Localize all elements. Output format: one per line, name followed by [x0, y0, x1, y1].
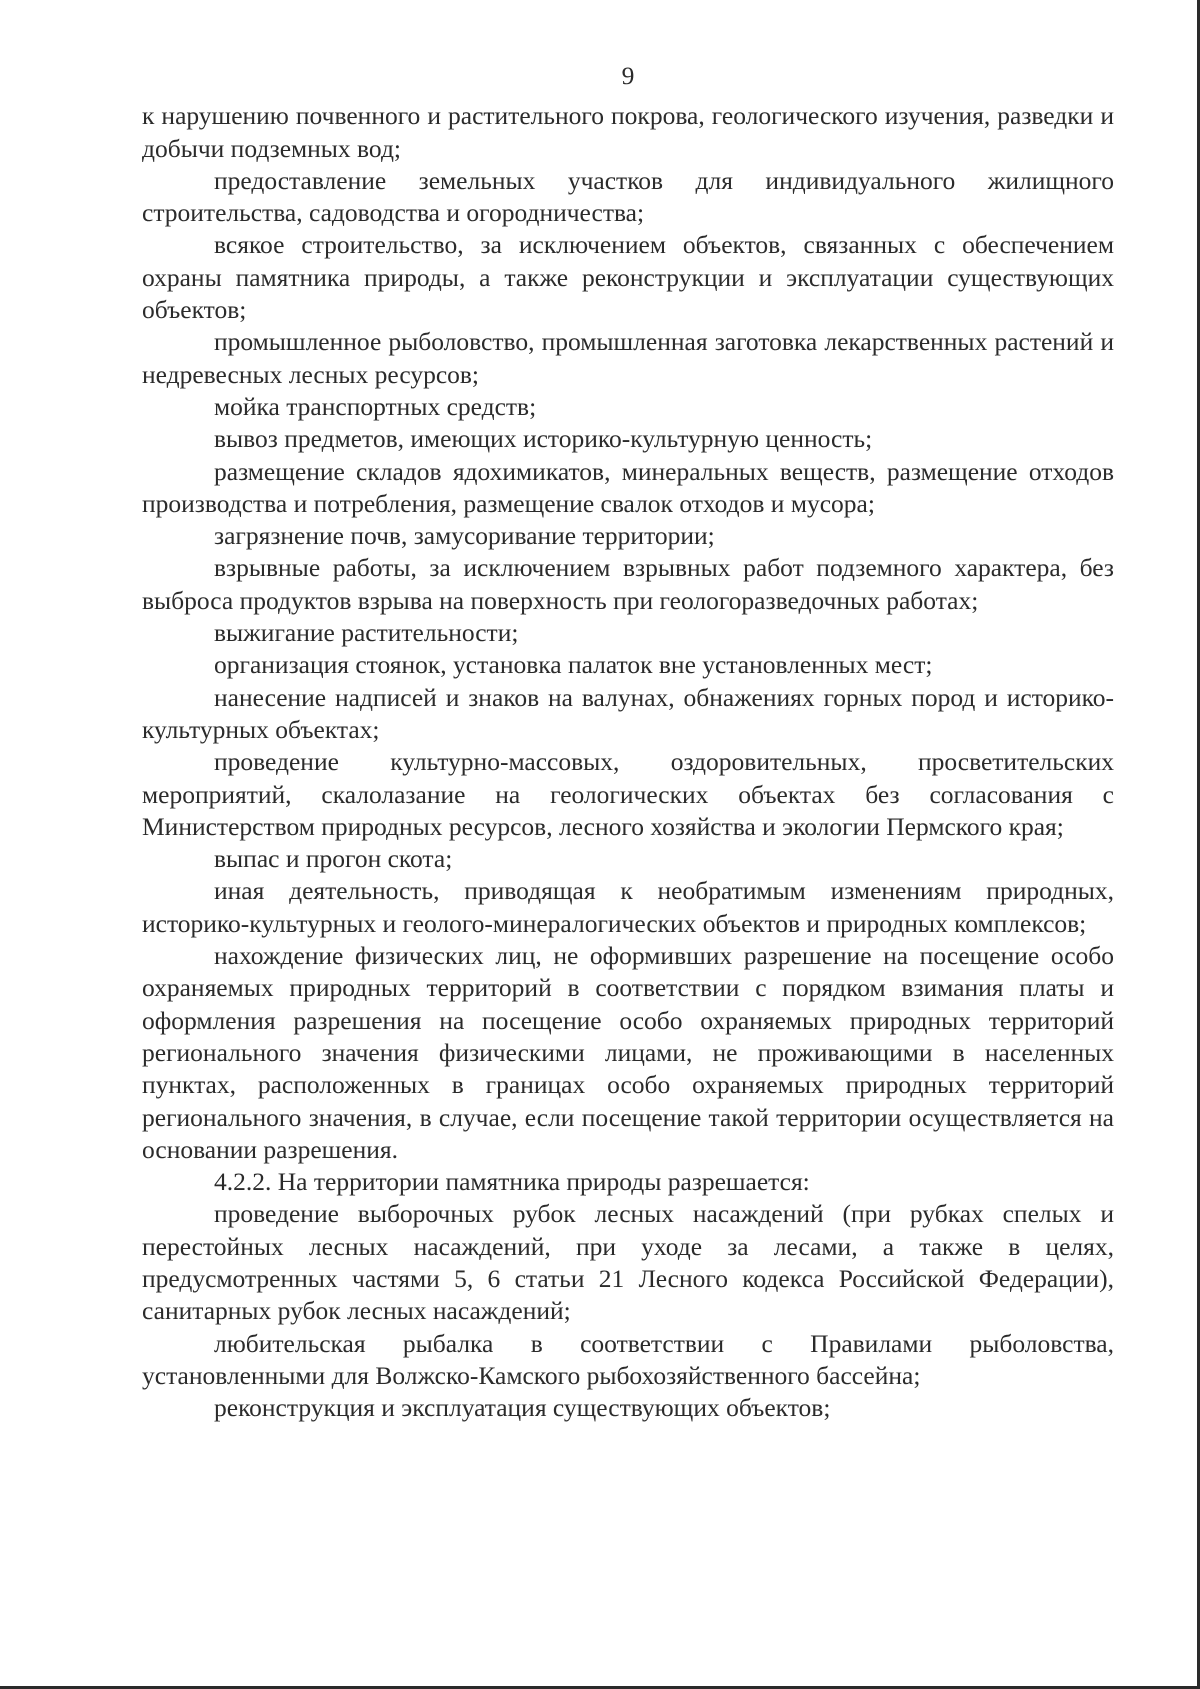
page-number: 9 [621, 61, 635, 90]
paragraph: загрязнение почв, замусоривание территории; [214, 521, 715, 551]
paragraph: к нарушению почвенного и растительного покрова, геологического изучения, разведки и добычи подземных вод; [142, 101, 1114, 163]
paragraph: нахождение физических лиц, не оформивших разрешение на посещение особо охраняемых природных территорий в соответствии с порядком взимания платы и оформления разрешения на посещение особо охраняемых природных территорий регионального значения физическими лицами, не проживающими в населенных пунктах, расположенных в границах особо охраняемых природных территорий регионального значения, в случае, если посещение такой территории осуществляется на основании разрешения. [142, 941, 1114, 1164]
paragraph: выжигание растительности; [214, 618, 519, 648]
paragraph: размещение складов ядохимикатов, минеральных веществ, размещение отходов производства и потребления, размещение свалок отходов и мусора; [142, 456, 1114, 518]
paragraph: предоставление земельных участков для индивидуального жилищного строительства, садоводства и огородничества; [142, 165, 1114, 228]
paragraph: проведение культурно-массовых, оздоровительных, просветительских мероприятий, скалолазание на геологических объектах без согласования с Министерством природных ресурсов, лесного хозяйства и экологии Пермского края; [142, 747, 1114, 841]
paragraph: организация стоянок, установка палаток вне установленных мест; [214, 650, 933, 680]
paragraph: нанесение надписей и знаков на валунах, обнажениях горных пород и историко-культурных объектах; [142, 682, 1114, 744]
paragraph: выпас и прогон скота; [214, 844, 453, 874]
paragraph: промышленное рыболовство, промышленная заготовка лекарственных растений и недревесных лесных ресурсов; [142, 327, 1114, 389]
paragraph: всякое строительство, за исключением объектов, связанных с обеспечением охраны памятника природы, а также реконструкции и эксплуатации существующих объектов; [142, 230, 1114, 325]
paragraph: вывоз предметов, имеющих историко-культурную ценность; [214, 424, 873, 454]
paragraph: проведение выборочных рубок лесных насаждений (при рубках спелых и перестойных лесных насаждений, при уходе за лесами, а также в целях, предусмотренных частями 5, 6 статьи 21 Лесного кодекса Российской Федерации), санитарных рубок лесных насаждений; [142, 1199, 1114, 1326]
paragraph: реконструкция и эксплуатация существующих объектов; [214, 1393, 831, 1423]
section-heading: 4.2.2. На территории памятника природы разрешается: [214, 1167, 810, 1197]
document-page [142, 60, 1114, 1424]
paragraph: взрывные работы, за исключением взрывных работ подземного характера, без выброса продуктов взрыва на поверхность при геологоразведочных работах; [142, 553, 1114, 615]
paragraph: любительская рыбалка в соответствии с Правилами рыболовства, установленными для Волжско-Камского рыбохозяйственного бассейна; [142, 1328, 1114, 1390]
paragraph: мойка транспортных средств; [214, 391, 537, 421]
paragraph: иная деятельность, приводящая к необратимым изменениям природных, историко-культурных и геолого-минералогических объектов и природных комплексов; [142, 876, 1114, 938]
